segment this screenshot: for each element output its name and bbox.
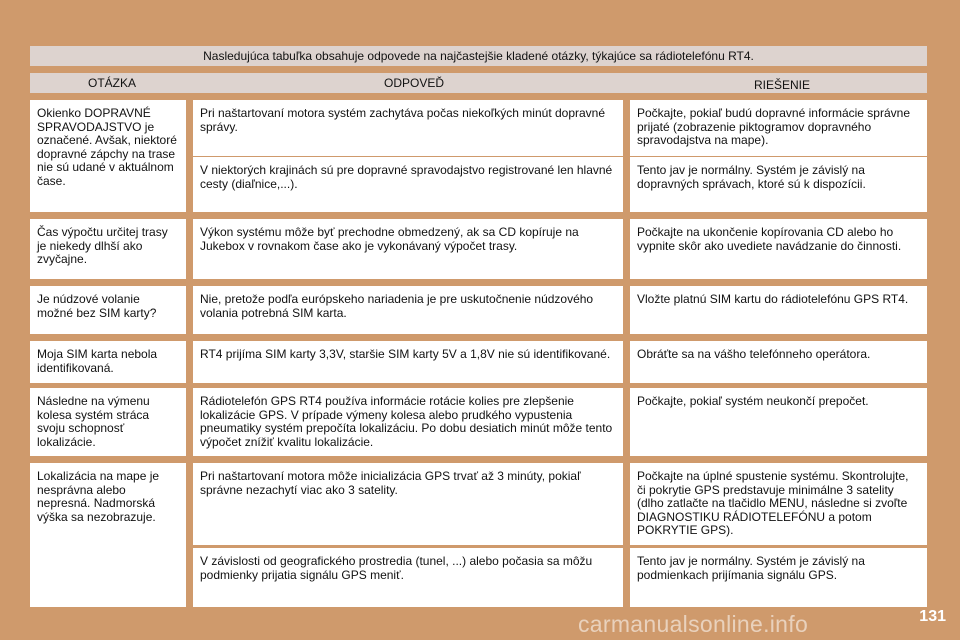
watermark-text: carmanualsonline.info <box>578 611 809 637</box>
answer-cell: Výkon systému môže byť prechodne obmedzený, ak sa CD kopíruje na Jukebox v rovnakom čase ako je vykonávaný výpočet trasy. <box>193 219 623 279</box>
answer-cell: V závislosti od geografického prostredia (tunel, ...) alebo počasia sa môžu podmienky prijatia signálu GPS meniť. <box>193 548 623 607</box>
intro-text: Nasledujúca tabuľka obsahuje odpovede na najčastejšie kladené otázky, týkajúce sa rádiotelefónu RT4. <box>203 49 754 63</box>
question-cell: Následne na výmenu kolesa systém stráca svoju schopnosť lokalizácie. <box>30 388 186 456</box>
solution-cell: Počkajte, pokiaľ systém neukončí prepočet. <box>630 388 927 456</box>
table-header <box>30 73 927 93</box>
solution-cell: Počkajte na úplné spustenie systému. Skontrolujte, či pokrytie GPS predstavuje minimálne 3 satelity (dlho zatlačte na tlačidlo MENU, následne si zvoľte DIAGNOSTIKU RÁDIOTELEFÓNU a potom POKRYTIE GPS). <box>630 463 927 545</box>
page-number: 131 <box>919 608 946 625</box>
header-question: OTÁZKA <box>88 76 137 90</box>
solution-cell: Počkajte na ukončenie kopírovania CD alebo ho vypnite skôr ako uvediete navádzanie do činnosti. <box>630 219 927 279</box>
header-answer: ODPOVEĎ <box>384 76 445 90</box>
solution-cell: Vložte platnú SIM kartu do rádiotelefónu GPS RT4. <box>630 286 927 334</box>
intro-banner <box>30 46 927 66</box>
solution-cell: Obráťte sa na vášho telefónneho operátora. <box>630 341 927 383</box>
answer-cell: V niektorých krajinách sú pre dopravné spravodajstvo registrované len hlavné cesty (diaľnice,...). <box>193 157 623 212</box>
question-cell: Moja SIM karta nebola identifikovaná. <box>30 341 186 383</box>
header-solution: RIEŠENIE <box>754 78 811 92</box>
answer-cell: RT4 prijíma SIM karty 3,3V, staršie SIM karty 5V a 1,8V nie sú identifikované. <box>193 341 623 383</box>
question-cell: Lokalizácia na mape je nesprávna alebo nepresná. Nadmorská výška sa nezobrazuje. <box>30 463 186 607</box>
solution-cell: Tento jav je normálny. Systém je závislý na podmienkach prijímania signálu GPS. <box>630 548 927 607</box>
solution-cell: Počkajte, pokiaľ budú dopravné informácie správne prijaté (zobrazenie piktogramov dopravného spravodajstva na mape). <box>630 100 927 156</box>
question-cell: Je núdzové volanie možné bez SIM karty? <box>30 286 186 334</box>
solution-cell: Tento jav je normálny. Systém je závislý na dopravných správach, ktoré sú k dispozícii. <box>630 157 927 212</box>
answer-cell: Rádiotelefón GPS RT4 používa informácie rotácie kolies pre zlepšenie lokalizácie GPS. V prípade výmeny kolesa alebo prudkého vypustenia pneumatiky systém prepočíta lokalizáciu. Po dobu desiatich minút môže tento výpočet znížiť kvalitu lokalizácie. <box>193 388 623 456</box>
answer-cell: Nie, pretože podľa európskeho nariadenia je pre uskutočnenie núdzového volania potrebná SIM karta. <box>193 286 623 334</box>
answer-cell: Pri naštartovaní motora systém zachytáva počas niekoľkých minút dopravné správy. <box>193 100 623 156</box>
answer-cell: Pri naštartovaní motora môže inicializácia GPS trvať až 3 minúty, pokiaľ správne nezachytí viac ako 3 satelity. <box>193 463 623 545</box>
question-cell: Okienko DOPRAVNÉ SPRAVODAJSTVO je označené. Avšak, niektoré dopravné zápchy na trase nie sú udané v aktuálnom čase. <box>30 100 186 212</box>
question-cell: Čas výpočtu určitej trasy je niekedy dlhší ako zvyčajne. <box>30 219 186 279</box>
